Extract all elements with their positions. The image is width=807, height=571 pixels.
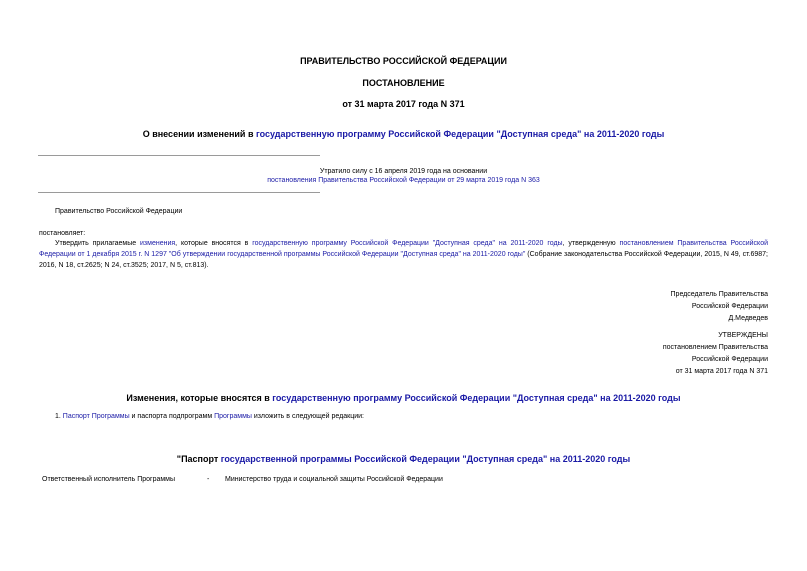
signature-block xyxy=(671,289,768,325)
p1-text-a: Утвердить прилагаемые xyxy=(55,240,141,247)
divider-top xyxy=(38,155,320,156)
signature-country: Российской Федерации xyxy=(691,303,768,310)
decree-1297-link[interactable]: постановлением Правительства Российской Федерации от 1 декабря 2015 г. N 1297 "Об утверждении государственной программы Российской Федерации "Доступная среда" на 2011-2020 годы" xyxy=(39,240,768,258)
resolves-text: постановляет: xyxy=(39,230,86,237)
approved-heading: УТВЕРЖДЕНЫ xyxy=(718,332,768,339)
repeal-note xyxy=(0,167,807,185)
passport-row-value: Министерство труда и социальной защиты Российской Федерации xyxy=(225,476,443,483)
item-1 xyxy=(55,412,364,421)
divider-bottom xyxy=(38,192,320,193)
program-link-3[interactable]: государственную программу Российской Федерации "Доступная среда" на 2011-2020 годы xyxy=(272,393,681,403)
signature-position: Председатель Правительства xyxy=(670,291,768,298)
passport-row-dash: - xyxy=(207,476,210,483)
passport-row-label: Ответственный исполнитель Программы xyxy=(42,476,176,483)
changes-title-prefix: Изменения, которые вносятся в xyxy=(126,393,273,403)
repeal-basis-link[interactable]: постановления Правительства Российской Федерации от 29 марта 2019 года N 363 xyxy=(267,177,540,184)
passport-title xyxy=(0,454,807,464)
approved-date: от 31 марта 2017 года N 371 xyxy=(675,368,768,375)
changes-link[interactable]: изменения xyxy=(140,240,176,247)
program-link-2[interactable]: государственную программу Российской Федерации "Доступная среда" на 2011-2020 годы xyxy=(252,240,563,247)
changes-title xyxy=(0,393,807,403)
program-link[interactable]: государственную программу Российской Федерации "Доступная среда" на 2011-2020 годы xyxy=(256,129,665,139)
item-1-mid: и паспорта подпрограмм xyxy=(129,413,215,420)
passport-title-prefix: "Паспорт xyxy=(176,454,221,464)
government-heading: ПРАВИТЕЛЬСТВО РОССИЙСКОЙ ФЕДЕРАЦИИ xyxy=(300,56,507,66)
approved-block xyxy=(663,330,768,378)
p1-text-d: (Собрание законодательства Российской Федерации, 2015, N 49, ст.6987; 2016, N 18, ст.2625; N 24, ст.3525; 2017, N 5, ст.813). xyxy=(39,251,768,269)
p1-text-b: , которые вносятся в xyxy=(175,240,253,247)
document-type-heading: ПОСТАНОВЛЕНИЕ xyxy=(362,78,445,88)
approved-country: Российской Федерации xyxy=(691,356,768,363)
resolution-paragraph xyxy=(39,238,768,271)
repeal-note-line: Утратило силу с 16 апреля 2019 года на основании xyxy=(319,168,488,175)
item-1-end: изложить в следующей редакции: xyxy=(251,413,364,420)
title-prefix: О внесении изменений в xyxy=(142,129,256,139)
program-link-4[interactable]: Программы xyxy=(214,413,252,420)
document-title xyxy=(0,129,807,139)
p1-text-c: , утвержденную xyxy=(562,240,620,247)
program-link-5[interactable]: государственной программы Российской Федерации "Доступная среда" на 2011-2020 годы xyxy=(220,454,631,464)
government-intro: Правительство Российской Федерации xyxy=(55,208,183,215)
document-date-number: от 31 марта 2017 года N 371 xyxy=(342,99,465,109)
approved-by: постановлением Правительства xyxy=(662,344,768,351)
item-1-number: 1. xyxy=(55,413,63,420)
program-passport-link[interactable]: Паспорт Программы xyxy=(62,413,130,420)
signature-name: Д.Медведев xyxy=(728,315,768,322)
